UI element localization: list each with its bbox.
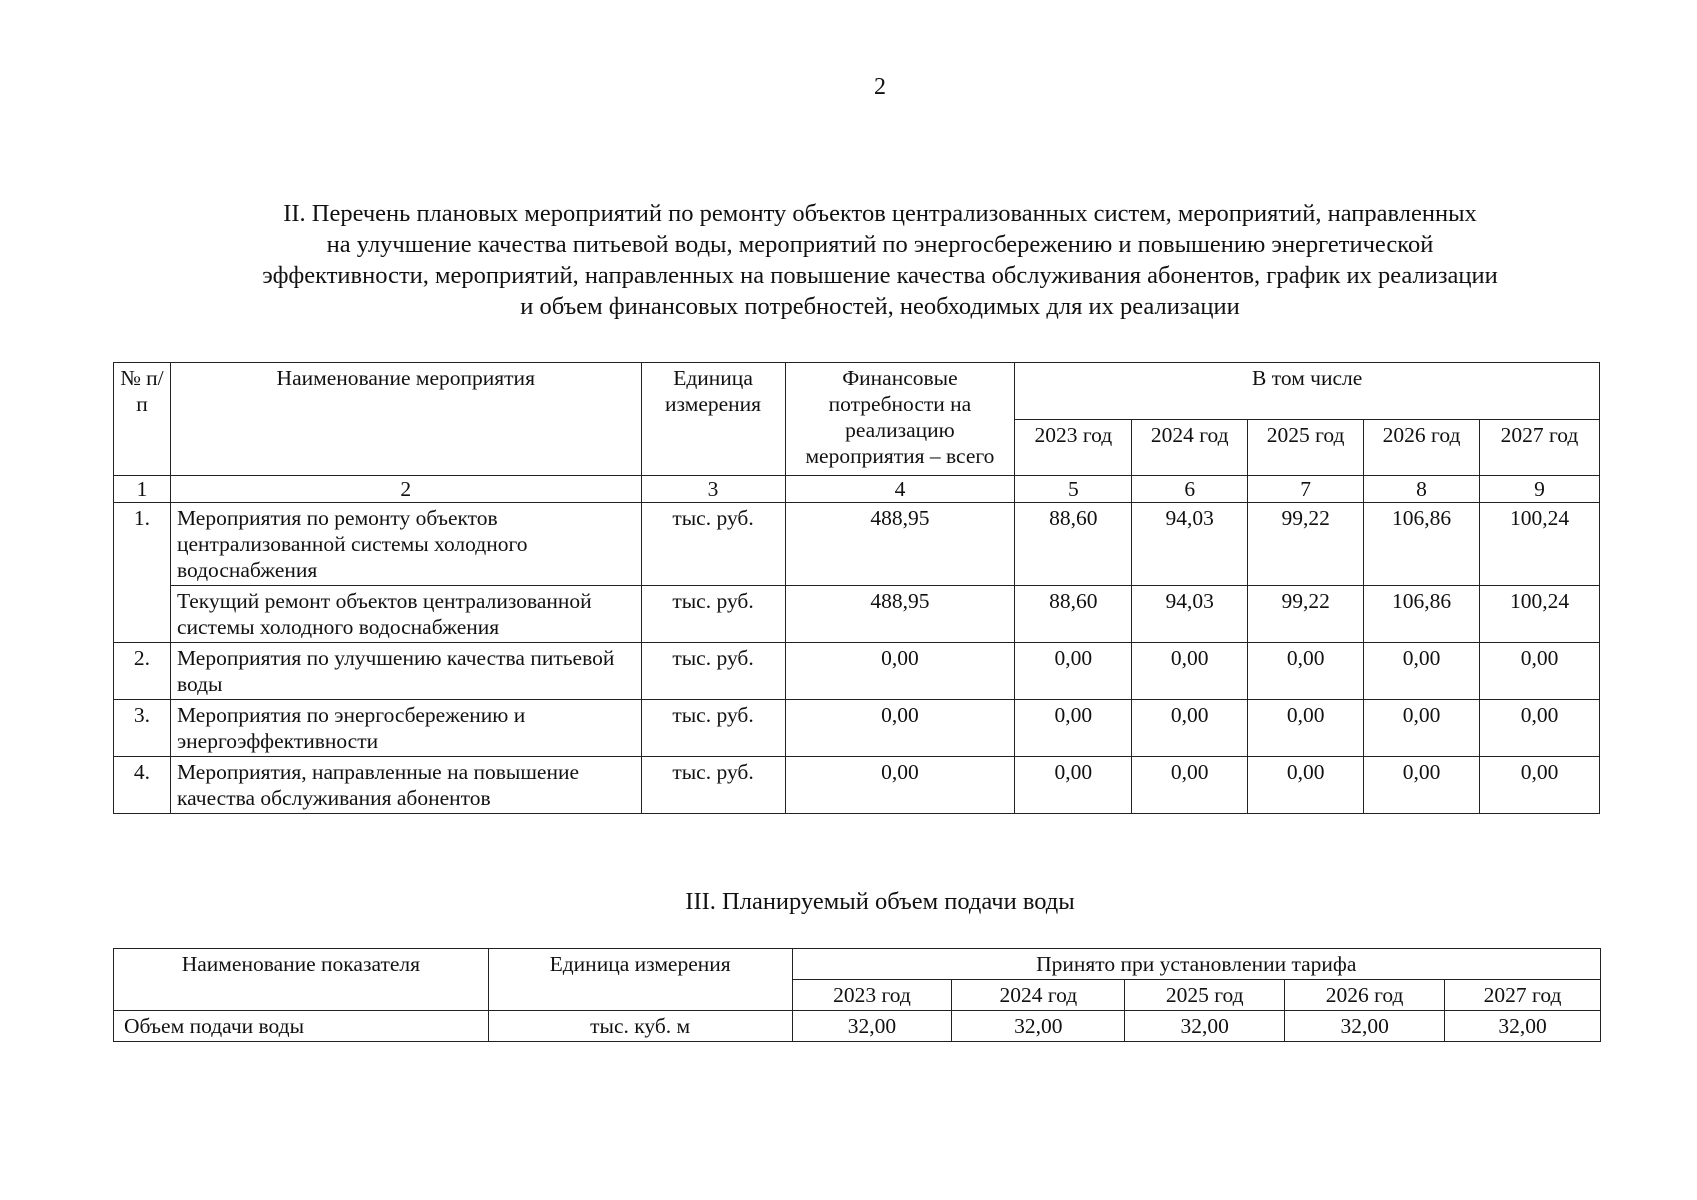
- section-2-title-line: и объем финансовых потребностей, необходимых для их реализации: [520, 293, 1240, 320]
- row-year-value: 100,24: [1480, 586, 1600, 643]
- table-row: [114, 643, 1600, 700]
- row-num: 2.: [114, 643, 171, 700]
- header-year: 2023 год: [1015, 419, 1132, 476]
- column-number: 9: [1480, 476, 1600, 503]
- row-num: 1.: [114, 503, 171, 586]
- header-unit: Единица измерения: [488, 949, 792, 1011]
- row-year-value: 0,00: [1132, 700, 1248, 757]
- section-2-title: [110, 198, 1650, 322]
- row-year-value: 99,22: [1248, 503, 1364, 586]
- row-total: 0,00: [785, 700, 1015, 757]
- header-year: 2024 год: [1132, 419, 1248, 476]
- volume-header-row: [114, 949, 1601, 980]
- row-unit: тыс. руб.: [641, 643, 785, 700]
- row-unit: тыс. руб.: [641, 700, 785, 757]
- row-year-value: 0,00: [1132, 643, 1248, 700]
- row-name: Мероприятия, направленные на повышение качества обслуживания абонентов: [170, 757, 641, 814]
- row-year-value: 99,22: [1248, 586, 1364, 643]
- row-year-value: 94,03: [1132, 586, 1248, 643]
- row-year-value: 106,86: [1364, 503, 1480, 586]
- column-number: 4: [785, 476, 1015, 503]
- header-year: 2025 год: [1125, 980, 1285, 1011]
- table-header-row: [114, 363, 1600, 420]
- header-unit: Единица измерения: [641, 363, 785, 476]
- header-year: 2025 год: [1248, 419, 1364, 476]
- row-year-value: 32,00: [1285, 1011, 1445, 1042]
- row-year-value: 106,86: [1364, 586, 1480, 643]
- row-unit: тыс. куб. м: [488, 1011, 792, 1042]
- row-total: 488,95: [785, 503, 1015, 586]
- row-year-value: 0,00: [1015, 757, 1132, 814]
- row-year-value: 0,00: [1248, 757, 1364, 814]
- activities-table: [113, 362, 1600, 814]
- row-year-value: 88,60: [1015, 586, 1132, 643]
- column-numbers-row: [114, 476, 1600, 503]
- column-number: 6: [1132, 476, 1248, 503]
- column-number: 2: [170, 476, 641, 503]
- header-year: 2027 год: [1480, 419, 1600, 476]
- header-num: № п/п: [114, 363, 171, 476]
- column-number: 7: [1248, 476, 1364, 503]
- header-accepted: Принято при установлении тарифа: [792, 949, 1600, 980]
- row-year-value: 0,00: [1364, 643, 1480, 700]
- header-year: 2026 год: [1285, 980, 1445, 1011]
- row-total: 488,95: [785, 586, 1015, 643]
- section-2-title-line: на улучшение качества питьевой воды, мероприятий по энергосбережению и повышению энергетической: [326, 231, 1434, 258]
- table-row: [114, 1011, 1601, 1042]
- row-total: 0,00: [785, 757, 1015, 814]
- header-indicator: Наименование показателя: [114, 949, 489, 1011]
- row-year-value: 100,24: [1480, 503, 1600, 586]
- row-year-value: 88,60: [1015, 503, 1132, 586]
- column-number: 1: [114, 476, 171, 503]
- table-row: [114, 700, 1600, 757]
- row-num: 3.: [114, 700, 171, 757]
- row-year-value: 94,03: [1132, 503, 1248, 586]
- column-number: 3: [641, 476, 785, 503]
- row-year-value: 0,00: [1132, 757, 1248, 814]
- row-num: [114, 586, 171, 643]
- row-year-value: 0,00: [1480, 757, 1600, 814]
- header-including: В том числе: [1015, 363, 1600, 420]
- row-year-value: 0,00: [1364, 700, 1480, 757]
- section-2-title-line: II. Перечень плановых мероприятий по ремонту объектов централизованных систем, мероприятий, направленных: [283, 200, 1477, 227]
- column-number: 8: [1364, 476, 1480, 503]
- row-name: Мероприятия по улучшению качества питьевой воды: [170, 643, 641, 700]
- row-year-value: 0,00: [1248, 643, 1364, 700]
- header-year: 2023 год: [792, 980, 952, 1011]
- row-year-value: 32,00: [952, 1011, 1125, 1042]
- row-year-value: 32,00: [1125, 1011, 1285, 1042]
- row-unit: тыс. руб.: [641, 757, 785, 814]
- row-year-value: 0,00: [1248, 700, 1364, 757]
- row-name: Текущий ремонт объектов централизованной системы холодного водоснабжения: [170, 586, 641, 643]
- row-total: 0,00: [785, 643, 1015, 700]
- row-year-value: 0,00: [1480, 643, 1600, 700]
- header-year: 2026 год: [1364, 419, 1480, 476]
- row-year-value: 32,00: [792, 1011, 952, 1042]
- row-year-value: 0,00: [1015, 643, 1132, 700]
- row-year-value: 0,00: [1480, 700, 1600, 757]
- header-year: 2027 год: [1445, 980, 1601, 1011]
- row-unit: тыс. руб.: [641, 586, 785, 643]
- row-num: 4.: [114, 757, 171, 814]
- header-year: 2024 год: [952, 980, 1125, 1011]
- row-name: Мероприятия по ремонту объектов централизованной системы холодного водоснабжения: [170, 503, 641, 586]
- header-total: Финансовые потребности на реализацию мероприятия – всего: [785, 363, 1015, 476]
- table-row: [114, 503, 1600, 586]
- row-year-value: 32,00: [1445, 1011, 1601, 1042]
- row-year-value: 0,00: [1015, 700, 1132, 757]
- row-year-value: 0,00: [1364, 757, 1480, 814]
- section-2-title-line: эффективности, мероприятий, направленных на повышение качества обслуживания абонентов, график их реализации: [262, 262, 1498, 289]
- header-name: Наименование мероприятия: [170, 363, 641, 476]
- table-row: [114, 586, 1600, 643]
- water-volume-table: [113, 948, 1601, 1042]
- row-unit: тыс. руб.: [641, 503, 785, 586]
- row-name: Мероприятия по энергосбережению и энергоэффективности: [170, 700, 641, 757]
- row-indicator: Объем подачи воды: [114, 1011, 489, 1042]
- section-3-title: III. Планируемый объем подачи воды: [685, 888, 1075, 915]
- page-number: 2: [874, 74, 886, 100]
- column-number: 5: [1015, 476, 1132, 503]
- table-row: [114, 757, 1600, 814]
